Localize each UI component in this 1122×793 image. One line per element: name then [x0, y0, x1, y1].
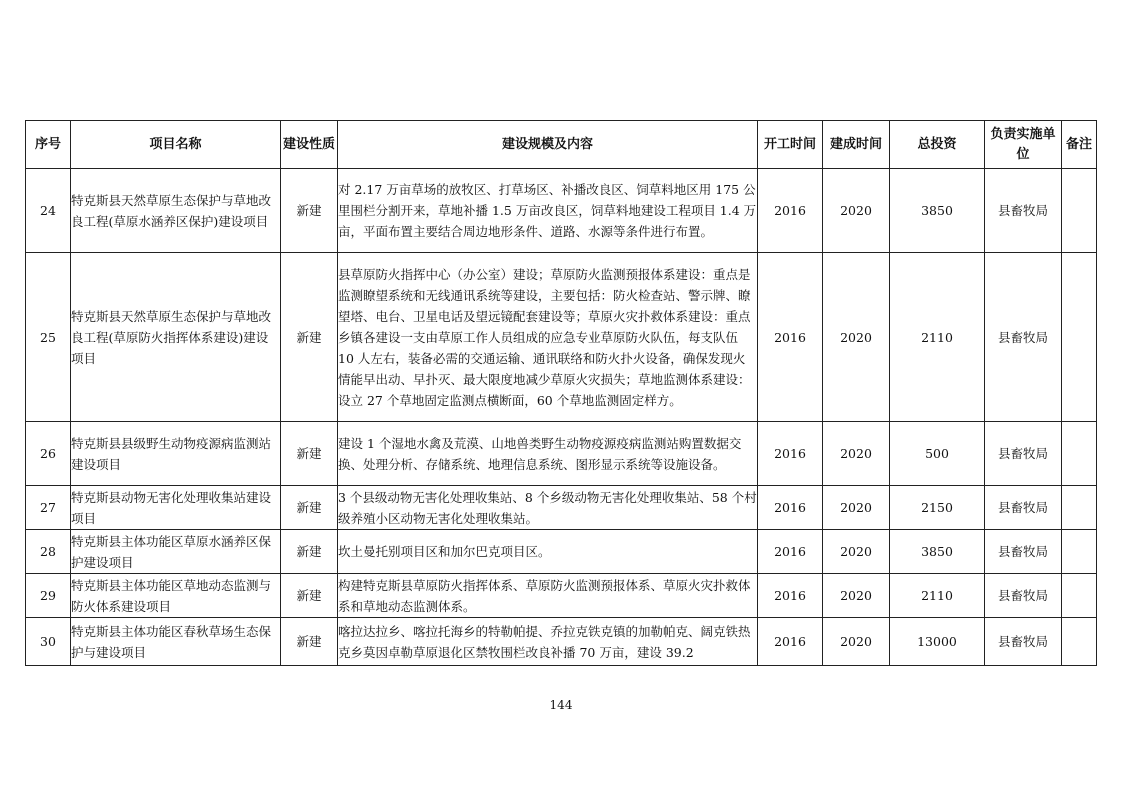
cell-unit: 县畜牧局	[985, 169, 1062, 253]
cell-note	[1062, 169, 1097, 253]
table-row	[26, 530, 1097, 574]
header-nature: 建设性质	[281, 121, 338, 169]
cell-scope: 建设 1 个湿地水禽及荒漠、山地兽类野生动物疫源疫病监测站购置数据交换、处理分析、存储系统、地理信息系统、图形显示系统等设施设备。	[338, 422, 758, 486]
cell-nature: 新建	[281, 422, 338, 486]
table-row	[26, 253, 1097, 422]
header-name: 项目名称	[71, 121, 281, 169]
cell-name: 特克斯县天然草原生态保护与草地改良工程(草原防火指挥体系建设)建设项目	[71, 253, 281, 422]
header-row	[26, 121, 1097, 169]
table-row	[26, 574, 1097, 618]
cell-scope: 县草原防火指挥中心（办公室）建设；草原防火监测预报体系建设：重点是监测瞭望系统和无线通讯系统等建设，主要包括：防火检查站、警示牌、瞭望塔、电台、卫星电话及望远镜配套建设等；草原火灾扑救体系建设：重点乡镇各建设一支由草原工作人员组成的应急专业草原防火队伍，每支队伍 10 人左右，装备必需的交通运输、通讯联络和防火扑火设备，确保发现火情能早出动、早扑灭、最大限度地减少草原火灾损失；草地监测体系建设：设立 27 个草地固定监测点横断面，60 个草地监测固定样方。	[338, 253, 758, 422]
cell-name: 特克斯县县级野生动物疫源病监测站建设项目	[71, 422, 281, 486]
table-row	[26, 618, 1097, 666]
cell-start: 2016	[758, 618, 823, 666]
cell-investment: 13000	[890, 618, 985, 666]
cell-start: 2016	[758, 530, 823, 574]
cell-investment: 500	[890, 422, 985, 486]
cell-unit: 县畜牧局	[985, 486, 1062, 530]
cell-start: 2016	[758, 253, 823, 422]
cell-scope: 3 个县级动物无害化处理收集站、8 个乡级动物无害化处理收集站、58 个村级养殖小区动物无害化处理收集站。	[338, 486, 758, 530]
header-investment: 总投资	[890, 121, 985, 169]
cell-unit: 县畜牧局	[985, 574, 1062, 618]
cell-unit: 县畜牧局	[985, 253, 1062, 422]
cell-name: 特克斯县主体功能区草地动态监测与防火体系建设项目	[71, 574, 281, 618]
cell-start: 2016	[758, 169, 823, 253]
cell-finish: 2020	[823, 530, 890, 574]
cell-finish: 2020	[823, 486, 890, 530]
cell-scope: 构建特克斯县草原防火指挥体系、草原防火监测预报体系、草原火灾扑救体系和草地动态监测体系。	[338, 574, 758, 618]
cell-seq: 25	[26, 253, 71, 422]
header-scope: 建设规模及内容	[338, 121, 758, 169]
cell-seq: 27	[26, 486, 71, 530]
header-unit: 负责实施单位	[985, 121, 1062, 169]
cell-investment: 2110	[890, 574, 985, 618]
cell-nature: 新建	[281, 486, 338, 530]
cell-unit: 县畜牧局	[985, 618, 1062, 666]
cell-nature: 新建	[281, 253, 338, 422]
cell-note	[1062, 530, 1097, 574]
cell-name: 特克斯县主体功能区春秋草场生态保护与建设项目	[71, 618, 281, 666]
cell-finish: 2020	[823, 422, 890, 486]
cell-start: 2016	[758, 486, 823, 530]
cell-finish: 2020	[823, 169, 890, 253]
cell-note	[1062, 253, 1097, 422]
cell-seq: 28	[26, 530, 71, 574]
cell-nature: 新建	[281, 574, 338, 618]
cell-finish: 2020	[823, 574, 890, 618]
header-seq: 序号	[26, 121, 71, 169]
cell-finish: 2020	[823, 253, 890, 422]
header-finish: 建成时间	[823, 121, 890, 169]
project-table	[25, 120, 1097, 666]
cell-investment: 2110	[890, 253, 985, 422]
cell-start: 2016	[758, 574, 823, 618]
cell-seq: 26	[26, 422, 71, 486]
header-start: 开工时间	[758, 121, 823, 169]
cell-name: 特克斯县动物无害化处理收集站建设项目	[71, 486, 281, 530]
cell-investment: 3850	[890, 169, 985, 253]
cell-seq: 29	[26, 574, 71, 618]
header-note: 备注	[1062, 121, 1097, 169]
cell-finish: 2020	[823, 618, 890, 666]
cell-start: 2016	[758, 422, 823, 486]
cell-scope: 坎土曼托别项目区和加尔巴克项目区。	[338, 530, 758, 574]
cell-note	[1062, 574, 1097, 618]
cell-scope: 对 2.17 万亩草场的放牧区、打草场区、补播改良区、饲草料地区用 175 公里围栏分割开来，草地补播 1.5 万亩改良区，饲草料地建设工程项目 1.4 万亩，平面布置主要结合周边地形条件、道路、水源等条件进行布置。	[338, 169, 758, 253]
cell-unit: 县畜牧局	[985, 422, 1062, 486]
cell-note	[1062, 618, 1097, 666]
cell-nature: 新建	[281, 618, 338, 666]
cell-scope: 喀拉达拉乡、喀拉托海乡的特勒帕提、乔拉克铁克镇的加勒帕克、阔克铁热克乡莫因卓勒草原退化区禁牧围栏改良补播 70 万亩，建设 39.2	[338, 618, 758, 666]
cell-investment: 3850	[890, 530, 985, 574]
cell-name: 特克斯县天然草原生态保护与草地改良工程(草原水涵养区保护)建设项目	[71, 169, 281, 253]
cell-seq: 24	[26, 169, 71, 253]
cell-note	[1062, 486, 1097, 530]
page-number: 144	[549, 698, 573, 712]
cell-name: 特克斯县主体功能区草原水涵养区保护建设项目	[71, 530, 281, 574]
table-row	[26, 486, 1097, 530]
cell-unit: 县畜牧局	[985, 530, 1062, 574]
cell-nature: 新建	[281, 169, 338, 253]
cell-nature: 新建	[281, 530, 338, 574]
cell-note	[1062, 422, 1097, 486]
table-row	[26, 422, 1097, 486]
cell-seq: 30	[26, 618, 71, 666]
table-row	[26, 169, 1097, 253]
cell-investment: 2150	[890, 486, 985, 530]
